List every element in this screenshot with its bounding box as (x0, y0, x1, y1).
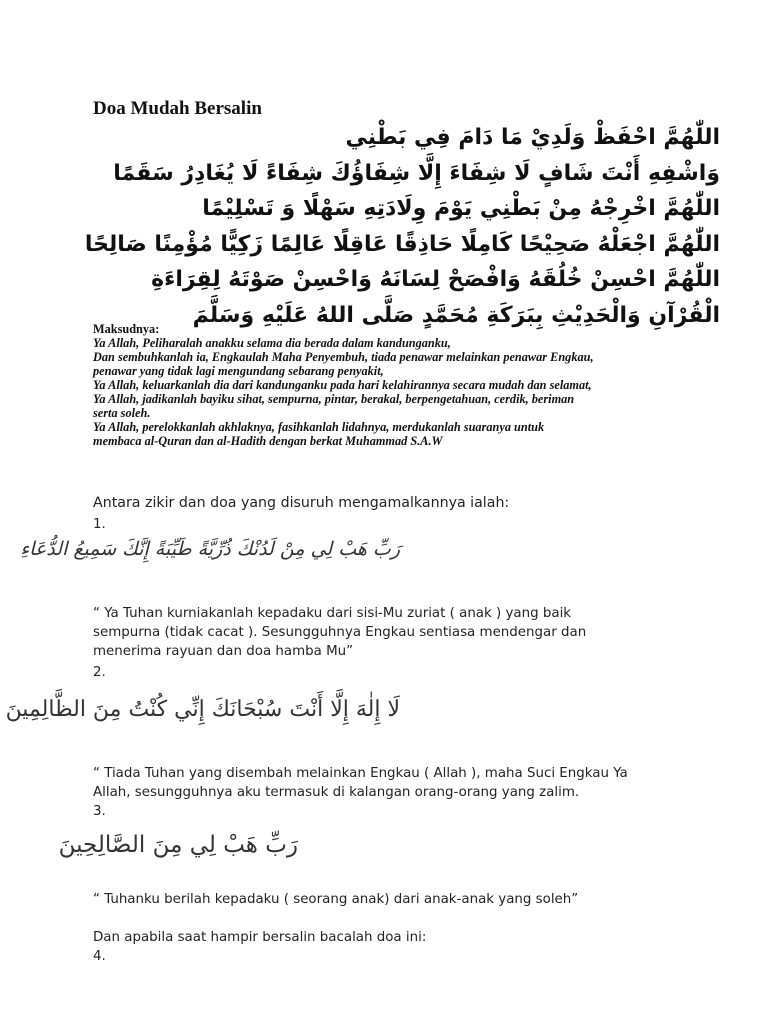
arabic-line: وَاشْفِهِ أَنْتَ شَافٍ لَا شِفَاءَ إِلَّا شِفَاؤُكَ شِفَاءً لَا يُغَادِرُ سَقَمًا (113, 160, 720, 186)
item-translation (93, 890, 578, 909)
intro-text: Antara zikir dan doa yang disuruh mengamalkannya ialah: (93, 495, 510, 511)
closing-text: Dan apabila saat hampir bersalin bacalah doa ini: (93, 930, 427, 945)
translation-block (93, 322, 693, 448)
item-number: 1. (93, 517, 106, 532)
item-translation (93, 604, 586, 661)
arabic-line: اللّٰهُمَّ احْسِنْ خُلُقَهُ وَافْصَحْ لِسَانَهُ وَاحْسِنْ صَوْتَهُ لِقِرَاءَةِ (151, 267, 720, 292)
translation-line: “ Tuhanku berilah kepadaku ( seorang anak) dari anak-anak yang soleh” (93, 892, 579, 907)
translation-line: Ya Allah, keluarkanlah dia dari kandunganku pada hari kelahirannya secara mudah dan selamat, (93, 378, 592, 392)
item-translation (93, 764, 628, 802)
item-number: 3. (93, 804, 106, 819)
translation-line: Allah, sesungguhnya aku termasuk di kalangan orang-orang yang zalim. (93, 785, 580, 800)
translation-line: “ Tiada Tuhan yang disembah melainkan Engkau ( Allah ), maha Suci Engkau Ya (93, 766, 628, 781)
arabic-line: اللّٰهُمَّ اجْعَلْهُ صَحِيْحًا كَامِلًا حَاذِقًا عَاقِلًا عَالِمًا زَكِيًّا مُؤْمِنًا صَالِحًا (84, 231, 720, 257)
translation-line: sempurna (tidak cacat ). Sesungguhnya Engkau sentiasa mendengar dan (93, 625, 587, 640)
translation-line: serta soleh. (93, 406, 151, 420)
page-title: Doa Mudah Bersalin (93, 98, 262, 119)
arabic-line: الْقُرْآنِ وَالْحَدِيْثِ بِبَرَكَةِ مُحَمَّدٍ صَلَّى اللهُ عَلَيْهِ وَسَلَّمَ (192, 302, 720, 328)
arabic-line: اللّٰهُمَّ احْفَظْ وَلَدِيْ مَا دَامَ فِي بَطْنِي (345, 125, 720, 150)
translation-line: Ya Allah, jadikanlah bayiku sihat, sempurna, pintar, berakal, berpengetahuan, cerdik, beriman (93, 392, 575, 406)
translation-line: Ya Allah, perelokkanlah akhlaknya, fasihkanlah lidahnya, merdukanlah suaranya untuk (93, 420, 545, 434)
arabic-verse-image: لَا إِلٰهَ إِلَّا أَنْتَ سُبْحَانَكَ إِنِّي كُنْتُ مِنَ الظَّالِمِينَ (5, 697, 400, 722)
translation-line: membaca al-Quran dan al-Hadith dengan berkat Muhammad S.A.W (93, 434, 443, 448)
arabic-line: اللّٰهُمَّ اخْرِجْهُ مِنْ بَطْنِي يَوْمَ وِلَادَتِهِ سَهْلًا وَ تَسْلِيْمًا (202, 196, 720, 221)
translation-line: menerima rayuan dan doa hamba Mu” (93, 644, 354, 659)
item-number: 4. (93, 949, 106, 964)
arabic-verse-image: رَبِّ هَبْ لِي مِنْ لَدُنْكَ ذُرِّيَّةً طَيِّبَةً إِنَّكَ سَمِيعُ الدُّعَاءِ (20, 538, 400, 560)
translation-line: “ Ya Tuhan kurniakanlah kepadaku dari sisi-Mu zuriat ( anak ) yang baik (93, 606, 572, 621)
translation-heading: Maksudnya: (93, 322, 160, 336)
item-number: 2. (93, 665, 106, 680)
arabic-verse-image: رَبِّ هَبْ لِي مِنَ الصَّالِحِينَ (58, 832, 298, 858)
translation-line: Dan sembuhkanlah ia, Engkaulah Maha Penyembuh, tiada penawar melainkan penawar Engkau, (93, 350, 594, 364)
translation-line: penawar yang tidak lagi mengundang sebarang penyakit, (93, 364, 384, 378)
translation-line: Ya Allah, Peliharalah anakku selama dia berada dalam kandunganku, (93, 336, 451, 350)
